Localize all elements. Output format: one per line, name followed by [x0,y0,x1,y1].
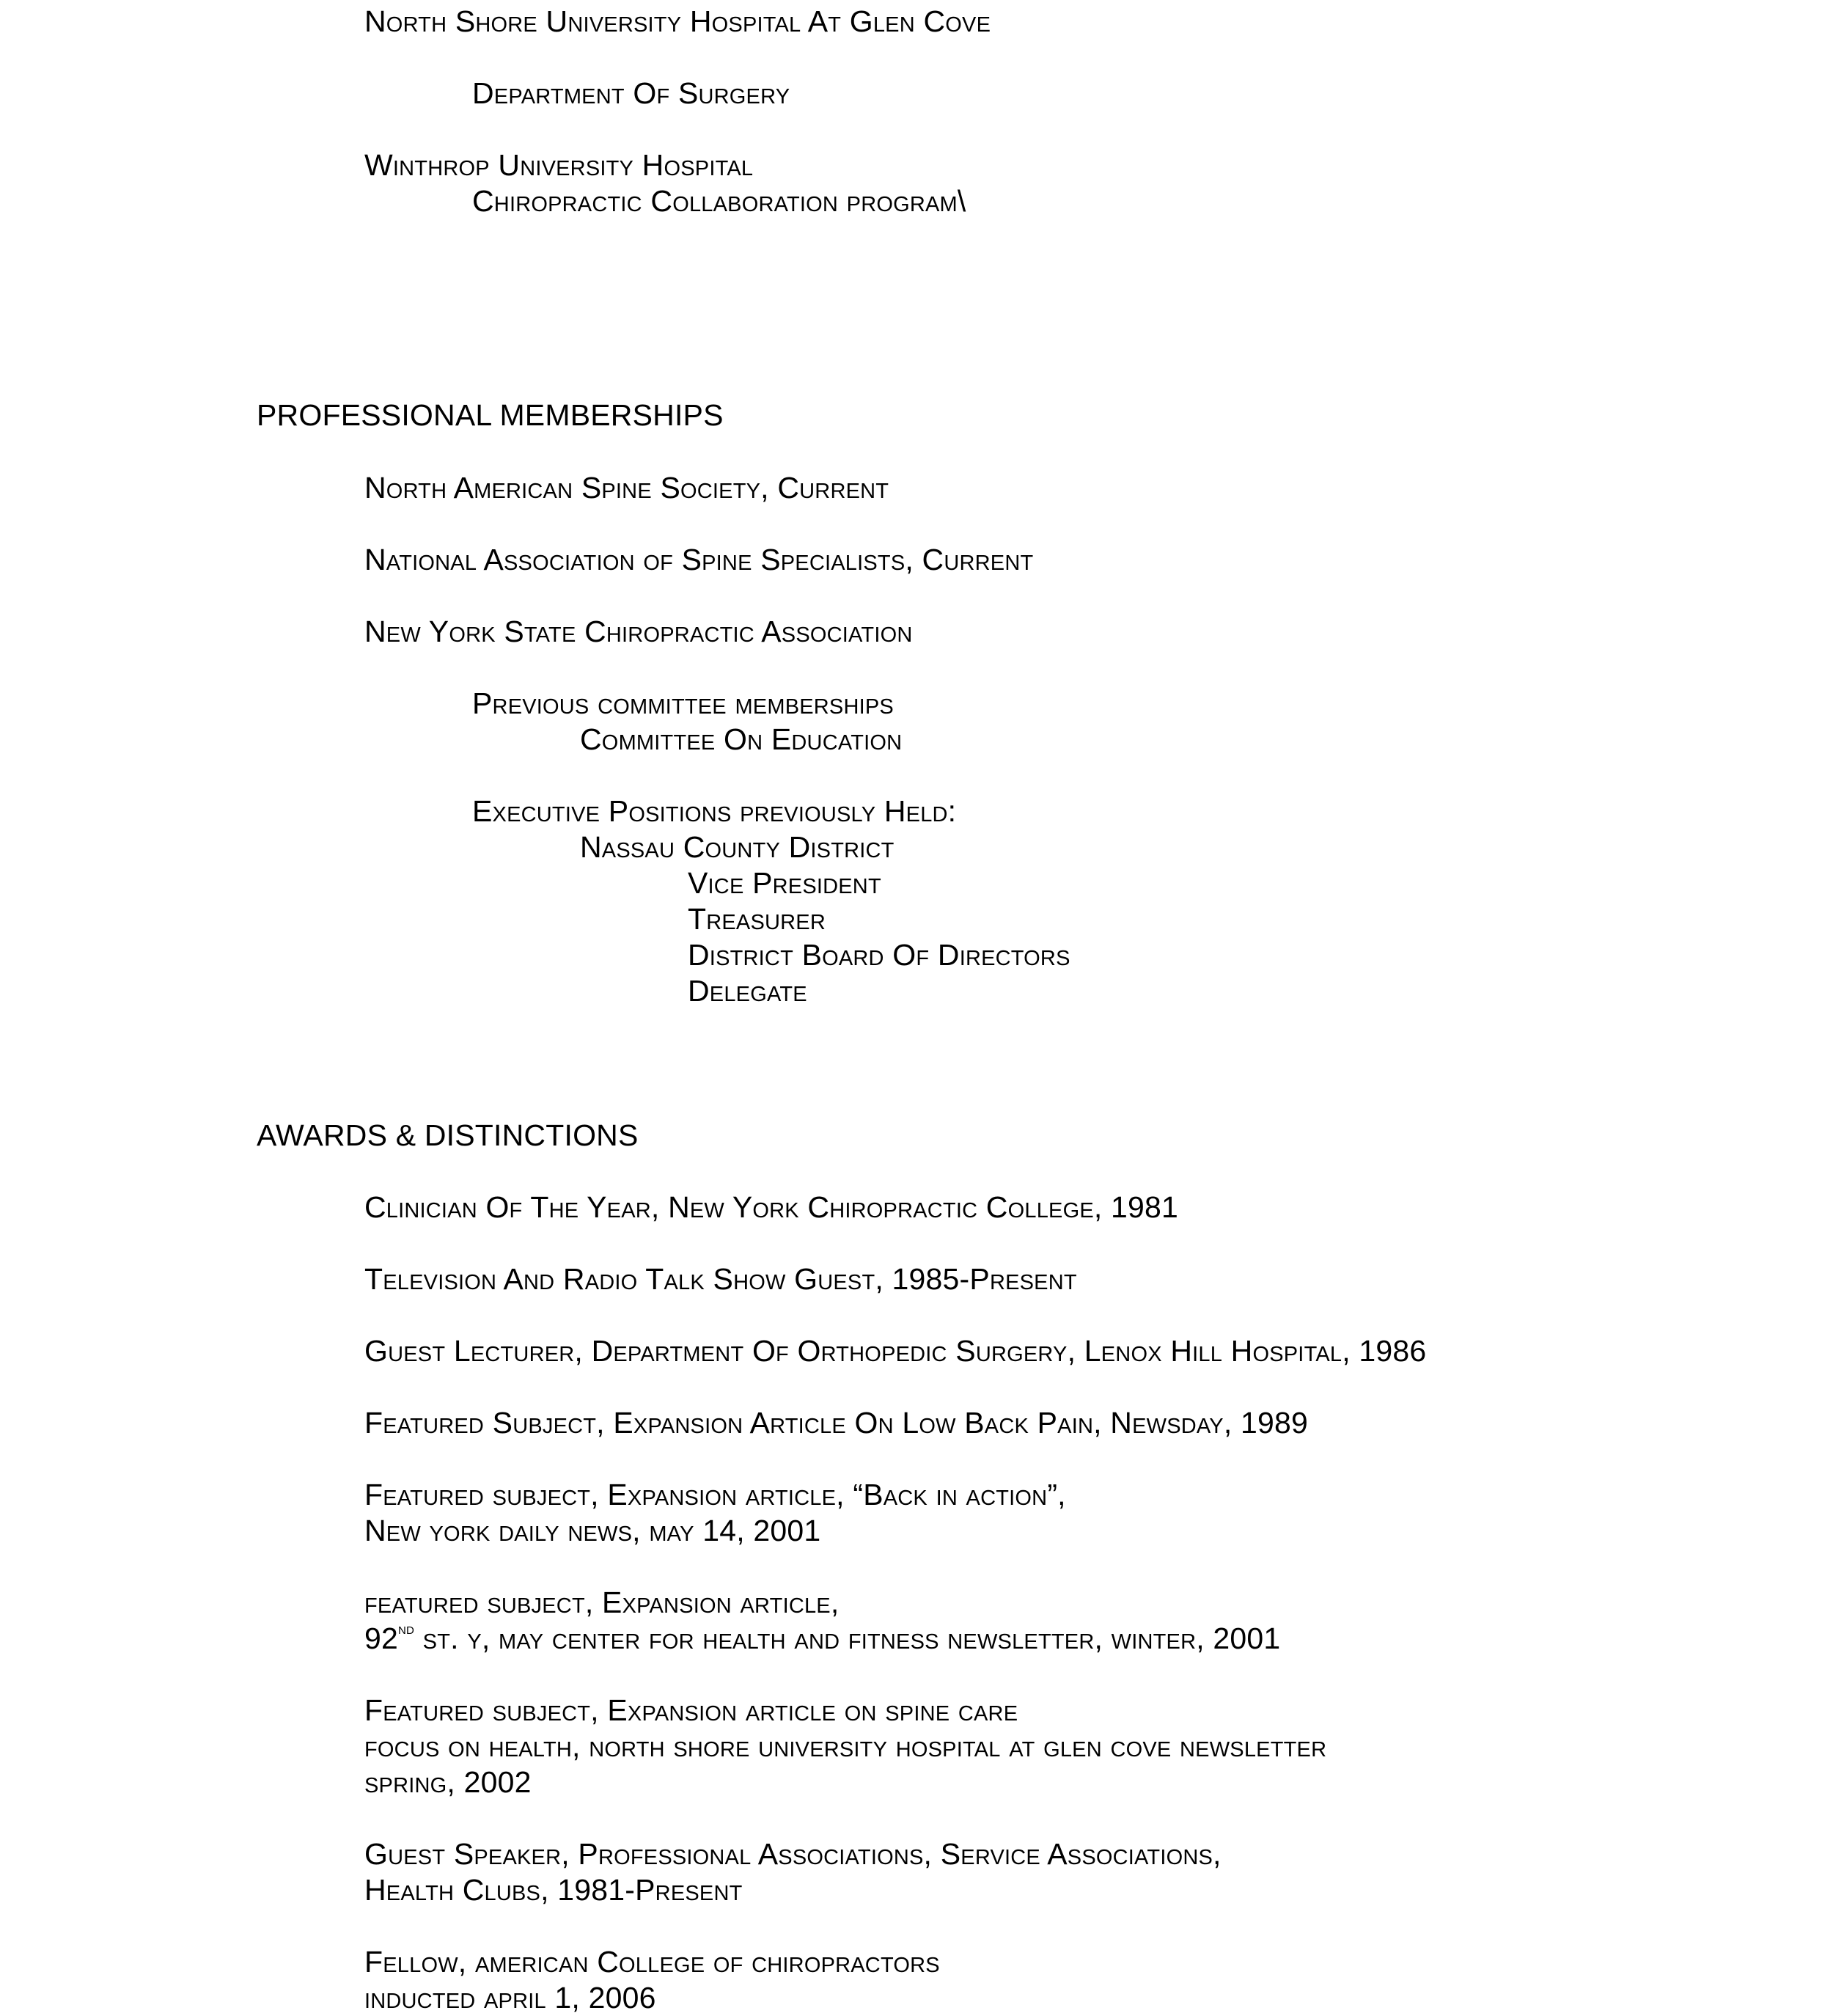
membership-item: Delegate [688,974,807,1008]
award-item: Television And Radio Talk Show Guest, 1985-Present [364,1262,1077,1296]
award-item: focus on health, north shore university hospital at glen cove newsletter [364,1729,1327,1763]
award-item: featured subject, Expansion article, [364,1586,840,1619]
membership-subheading: Previous committee memberships [472,686,894,720]
membership-subheading: Executive Positions previously Held: [472,794,957,828]
membership-item: Nassau County District [580,830,895,864]
award-item: Fellow, american College of chiropractors [364,1945,940,1979]
affiliation-winthrop: Winthrop University Hospital [364,148,754,182]
memberships-heading: PROFESSIONAL MEMBERSHIPS [257,398,724,432]
award-item: inducted april 1, 2006 [364,1981,656,2015]
membership-item: District Board Of Directors [688,938,1070,972]
award-text: 92 [364,1621,399,1655]
award-item: Health Clubs, 1981-Present [364,1873,743,1907]
award-item: New york daily news, may 14, 2001 [364,1514,821,1547]
award-item [364,1621,1280,1657]
awards-heading: AWARDS & DISTINCTIONS [257,1118,639,1152]
membership-item: North American Spine Society, Current [364,471,889,505]
award-item: Featured subject, Expansion article, “Back in action”, [364,1478,1066,1511]
award-item: Guest Speaker, Professional Associations, Service Associations, [364,1837,1222,1871]
award-text: st. y, may center for health and fitness newsletter, winter, 2001 [414,1621,1281,1655]
award-item: Featured subject, Expansion article on spine care [364,1693,1018,1727]
membership-item: New York State Chiropractic Association [364,615,913,648]
membership-item: National Association of Spine Specialists, Current [364,543,1034,576]
affiliation-collab-program: Chiropractic Collaboration program\ [472,184,966,218]
ordinal-suffix: nd [398,1619,415,1638]
award-item: Guest Lecturer, Department Of Orthopedic Surgery, Lenox Hill Hospital, 1986 [364,1334,1427,1368]
award-item: Clinician Of The Year, New York Chiropractic College, 1981 [364,1190,1179,1224]
award-item: Featured Subject, Expansion Article On Low Back Pain, Newsday, 1989 [364,1406,1309,1440]
membership-item: Committee On Education [580,722,903,756]
membership-item: Vice President [688,866,881,900]
award-item: spring, 2002 [364,1765,532,1799]
affiliation-north-shore: North Shore University Hospital At Glen Cove [364,4,991,38]
affiliation-dept-surgery: Department Of Surgery [472,76,790,110]
membership-item: Treasurer [688,902,826,936]
